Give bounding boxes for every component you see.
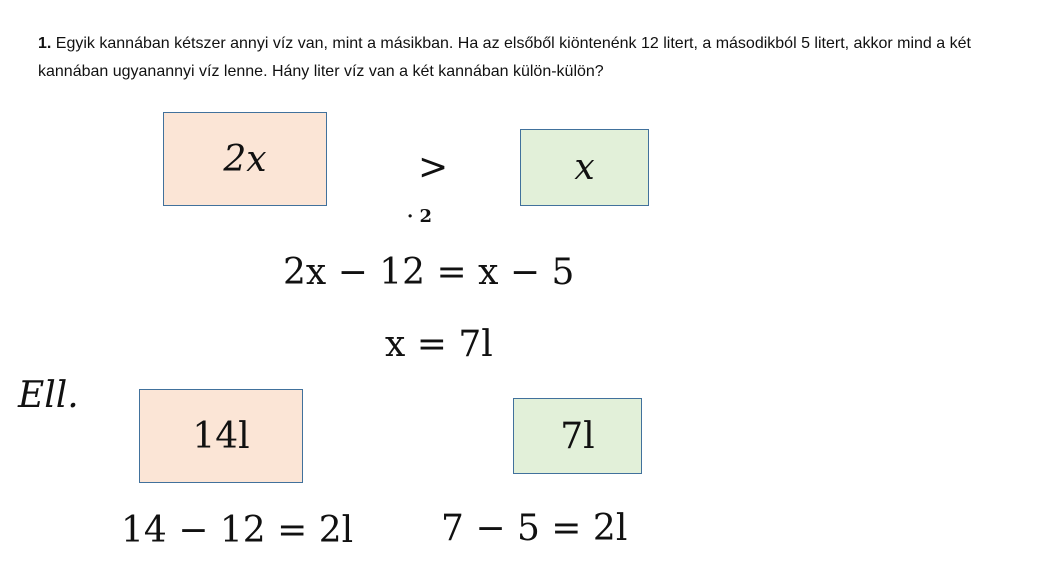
- first-can-box: [163, 112, 327, 206]
- check-right-calc: 7 − 5 = 2l: [441, 508, 628, 549]
- first-can-label: 2x: [223, 138, 267, 180]
- result: x = 7l: [385, 324, 493, 365]
- check-second-can-box: [513, 398, 642, 474]
- check-label: Ell.: [18, 375, 79, 416]
- problem-number: 1.: [38, 35, 52, 52]
- multiplier-label: · 2: [407, 206, 433, 227]
- problem-statement: [38, 30, 1038, 86]
- problem-text: Egyik kannában kétszer annyi víz van, mint a másikban. Ha az elsőből kiöntenénk 12 litert, a másodikból 5 litert, akkor mind a két kannában ugyanannyi víz lenne. Hány liter víz van a két kannában külön-külön?: [38, 35, 971, 80]
- check-left-calc: 14 − 12 = 2l: [121, 510, 354, 551]
- second-can-label: x: [574, 147, 595, 188]
- second-can-box: [520, 129, 649, 206]
- check-first-can-label: 14l: [192, 415, 250, 457]
- check-first-can-box: [139, 389, 303, 483]
- check-second-can-label: 7l: [560, 415, 595, 457]
- equation: 2x − 12 = x − 5: [283, 252, 575, 293]
- comparison-sign: >: [418, 147, 449, 188]
